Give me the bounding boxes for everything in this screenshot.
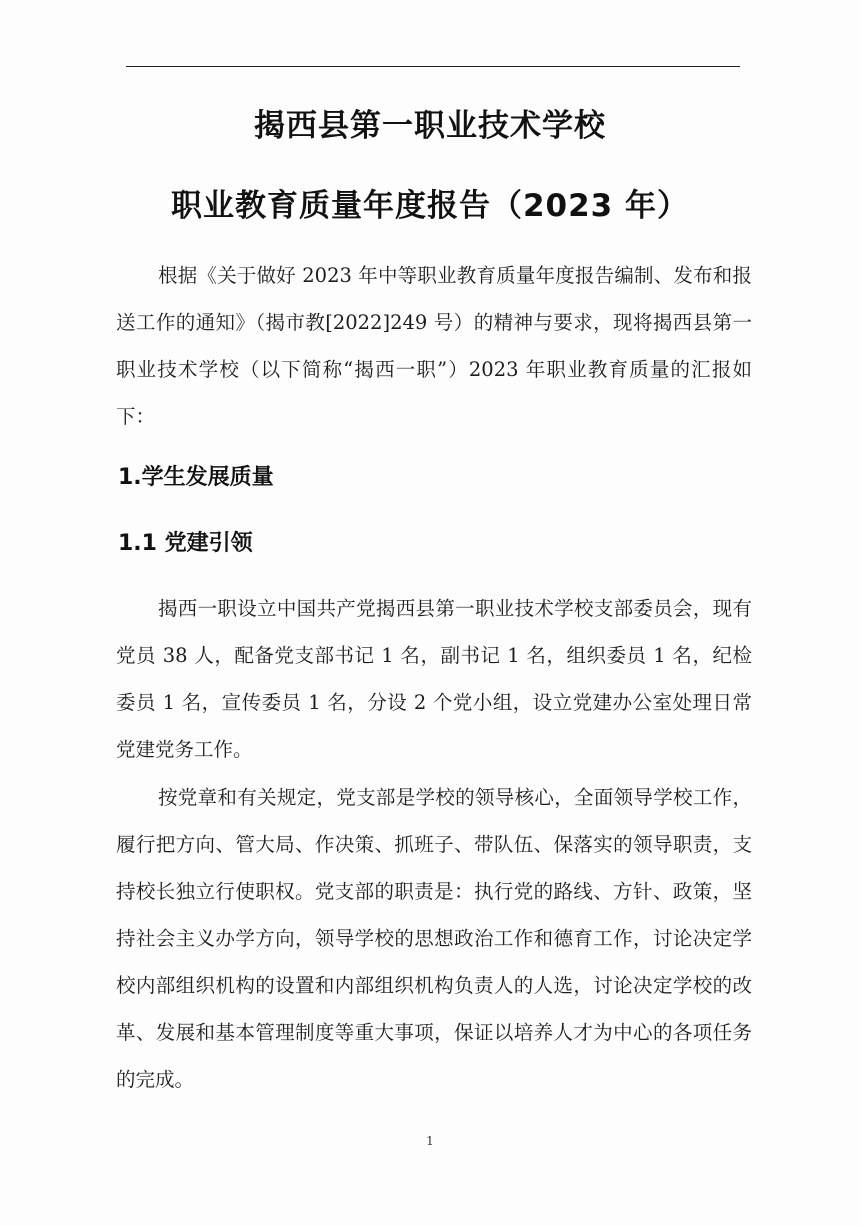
section-heading-student-development: 1.学生发展质量: [118, 465, 274, 490]
document-title-report: 职业教育质量年度报告（2023 年）: [170, 188, 690, 224]
party-branch-paragraph: 揭西一职设立中国共产党揭西县第一职业技术学校支部委员会，现有党员 38 人，配备党支部书记 1 名，副书记 1 名，组织委员 1 名，纪检委员 1 名，宣传委员 1 名，分设 2 个党小组，设立党建办公室处理日常党建党务工作。: [116, 597, 752, 761]
subsection-heading-party-building: 1.1 党建引领: [118, 531, 253, 556]
party-branch-duties-paragraph: 按党章和有关规定，党支部是学校的领导核心，全面领导学校工作，履行把方向、管大局、作决策、抓班子、带队伍、保落实的领导职责，支持校长独立行使职权。党支部的职责是：执行党的路线、方针、政策，坚持社会主义办学方向，领导学校的思想政治工作和德育工作，讨论决定学校内部组织机构的设置和内部组织机构负责人的人选，讨论决定学校的改革、发展和基本管理制度等重大事项，保证以培养人才为中心的各项任务的完成。: [116, 786, 752, 1091]
intro-paragraph: 根据《关于做好 2023 年中等职业教育质量年度报告编制、发布和报送工作的通知》（揭市教[2022]249 号）的精神与要求，现将揭西县第一职业技术学校（以下简称“揭西一职”）2023 年职业教育质量的汇报如下：: [116, 264, 752, 428]
header-rule: [126, 66, 740, 67]
document-title-school: 揭西县第一职业技术学校: [254, 108, 606, 144]
page-number: 1: [426, 1134, 434, 1148]
